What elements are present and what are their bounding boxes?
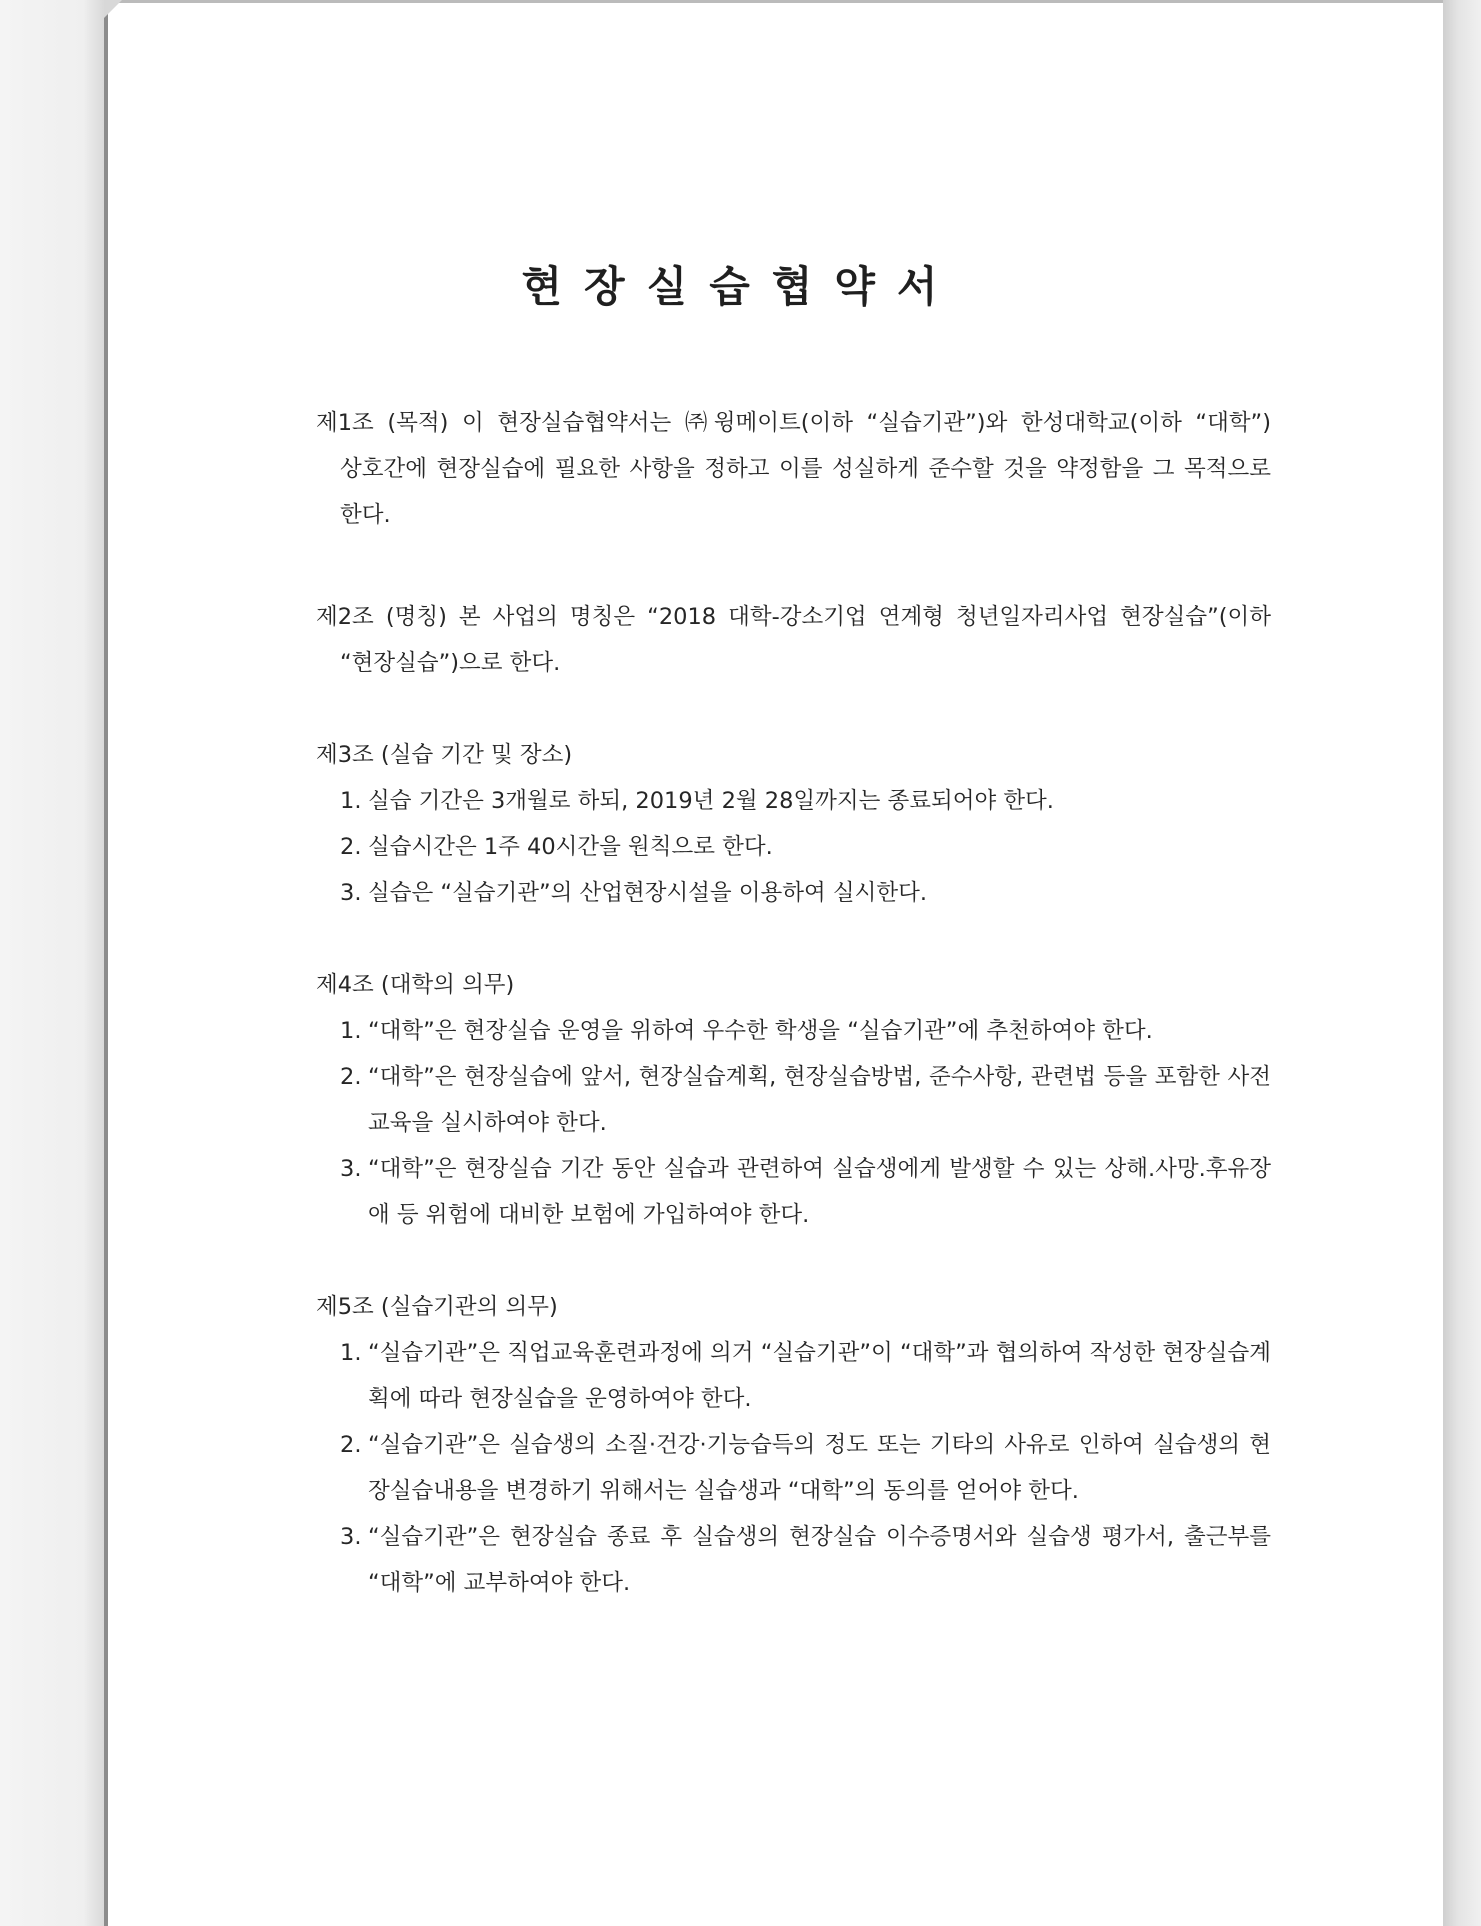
item-text: “실습기관”은 직업교육훈련과정에 의거 “실습기관”이 “대학”과 협의하여 작성한 현장실습계획에 따라 현장실습을 운영하여야 한다. <box>368 1340 1271 1412</box>
item-text: “실습기관”은 현장실습 종료 후 실습생의 현장실습 이수증명서와 실습생 평가서, 출근부를 “대학”에 교부하여야 한다. <box>368 1524 1271 1596</box>
list-item <box>340 1330 1271 1422</box>
article-3-heading: 제3조 (실습 기간 및 장소) <box>316 742 573 768</box>
item-number: 1. <box>340 1018 362 1044</box>
article-4 <box>316 962 1271 1238</box>
item-number: 3. <box>340 880 362 906</box>
article-2 <box>316 594 1271 686</box>
article-1 <box>316 400 1271 538</box>
article-4-heading: 제4조 (대학의 의무) <box>316 972 515 998</box>
item-number: 3. <box>340 1156 362 1182</box>
article-5 <box>316 1284 1271 1606</box>
article-5-heading: 제5조 (실습기관의 의무) <box>316 1294 558 1320</box>
item-text: 실습시간은 1주 40시간을 원칙으로 한다. <box>368 834 773 860</box>
list-item <box>340 870 1271 916</box>
list-item <box>340 1514 1271 1606</box>
article-1-body: 상호간에 현장실습에 필요한 사항을 정하고 이를 성실하게 준수할 것을 약정함을 그 목적으로 한다. <box>340 456 1271 528</box>
item-number: 3. <box>340 1524 362 1550</box>
document-body <box>316 400 1271 1606</box>
list-item <box>340 1146 1271 1238</box>
list-item <box>340 824 1271 870</box>
spacer <box>316 916 1271 962</box>
item-text: “대학”은 현장실습 기간 동안 실습과 관련하여 실습생에게 발생할 수 있는 상해.사망.후유장애 등 위험에 대비한 보험에 가입하여야 한다. <box>368 1156 1271 1228</box>
article-5-items <box>316 1330 1271 1606</box>
spacer <box>316 538 1271 594</box>
item-text: “대학”은 현장실습에 앞서, 현장실습계획, 현장실습방법, 준수사항, 관련법 등을 포함한 사전 교육을 실시하여야 한다. <box>368 1064 1271 1136</box>
item-number: 2. <box>340 1064 362 1090</box>
item-number: 2. <box>340 1432 362 1458</box>
spacer <box>316 1238 1271 1284</box>
item-number: 2. <box>340 834 362 860</box>
document-title: 현장실습협약서 <box>521 262 960 311</box>
spacer <box>316 686 1271 732</box>
sheet-corner <box>104 0 122 18</box>
item-text: “실습기관”은 실습생의 소질·건강·기능습득의 정도 또는 기타의 사유로 인하여 실습생의 현장실습내용을 변경하기 위해서는 실습생과 “대학”의 동의를 얻어야 한다. <box>368 1432 1271 1504</box>
list-item <box>340 778 1271 824</box>
article-3-items <box>316 778 1271 916</box>
article-3 <box>316 732 1271 916</box>
item-text: 실습은 “실습기관”의 산업현장시설을 이용하여 실시한다. <box>368 880 927 906</box>
list-item <box>340 1054 1271 1146</box>
item-text: “대학”은 현장실습 운영을 위하여 우수한 학생을 “실습기관”에 추천하여야 한다. <box>368 1018 1153 1044</box>
article-2-body: “현장실습”)으로 한다. <box>340 650 561 676</box>
item-number: 1. <box>340 1340 362 1366</box>
article-1-heading: 제1조 (목적) 이 현장실습협약서는 ㈜윙메이트(이하 “실습기관”)와 한성대학교(이하 “대학”) <box>316 410 1271 436</box>
list-item <box>340 1008 1271 1054</box>
list-item <box>340 1422 1271 1514</box>
article-2-heading: 제2조 (명칭) 본 사업의 명칭은 “2018 대학-강소기업 연계형 청년일자리사업 현장실습”(이하 <box>316 604 1271 630</box>
item-number: 1. <box>340 788 362 814</box>
article-4-items <box>316 1008 1271 1238</box>
item-text: 실습 기간은 3개월로 하되, 2019년 2월 28일까지는 종료되어야 한다. <box>368 788 1054 814</box>
